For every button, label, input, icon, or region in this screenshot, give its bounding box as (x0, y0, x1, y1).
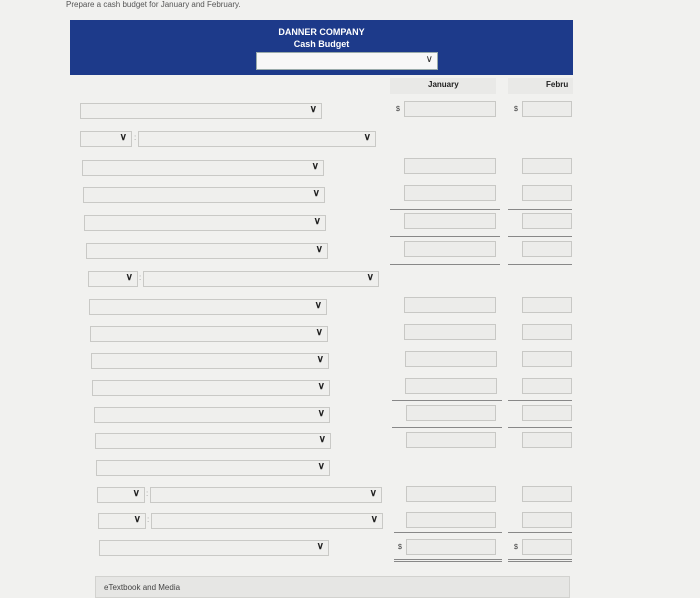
line-item-select[interactable] (95, 433, 331, 449)
line-item-select[interactable] (143, 271, 379, 287)
chevron-down-icon: ∨ (317, 461, 325, 472)
january-amount-input[interactable] (404, 297, 496, 313)
etextbook-bar[interactable] (95, 576, 570, 598)
column-header-january: January (390, 78, 496, 94)
february-amount-input[interactable] (522, 539, 572, 555)
chevron-down-icon: ∨ (366, 272, 374, 283)
january-amount-input[interactable] (404, 324, 496, 340)
instruction-text: Prepare a cash budget for January and February. (66, 0, 241, 9)
chevron-down-icon: ∨ (132, 488, 140, 499)
period-select[interactable] (256, 52, 438, 70)
february-amount-input[interactable] (522, 213, 572, 229)
february-amount-input[interactable] (522, 486, 572, 502)
february-amount-input[interactable] (522, 432, 572, 448)
line-item-select[interactable] (90, 326, 328, 342)
february-amount-input[interactable] (522, 351, 572, 367)
chevron-down-icon: ∨ (125, 272, 133, 283)
february-amount-input[interactable] (522, 241, 572, 257)
january-amount-input[interactable] (406, 432, 496, 448)
dollar-sign: $ (514, 544, 518, 551)
line-item-select[interactable] (138, 131, 376, 147)
january-amount-input[interactable] (406, 405, 496, 421)
chevron-down-icon: ∨ (317, 408, 325, 419)
chevron-down-icon: ∨ (425, 54, 433, 65)
line-item-select[interactable] (96, 460, 330, 476)
chevron-down-icon: ∨ (309, 104, 317, 115)
line-item-select[interactable] (99, 540, 329, 556)
chevron-down-icon: ∨ (312, 188, 320, 199)
chevron-down-icon: ∨ (316, 354, 324, 365)
chevron-down-icon: ∨ (315, 327, 323, 338)
february-amount-input[interactable] (522, 101, 572, 117)
line-item-select[interactable] (151, 513, 383, 529)
chevron-down-icon: ∨ (119, 132, 127, 143)
line-item-select[interactable] (83, 187, 325, 203)
february-amount-input[interactable] (522, 378, 572, 394)
dollar-sign: $ (514, 106, 518, 113)
dollar-sign: $ (398, 544, 402, 551)
line-item-select[interactable] (89, 299, 327, 315)
chevron-down-icon: ∨ (313, 216, 321, 227)
january-amount-input[interactable] (404, 158, 496, 174)
column-header-february: Febru (508, 78, 573, 94)
january-amount-input[interactable] (404, 185, 496, 201)
chevron-down-icon: ∨ (316, 541, 324, 552)
january-amount-input[interactable] (404, 241, 496, 257)
line-item-select[interactable] (80, 103, 322, 119)
line-item-select[interactable] (97, 487, 145, 503)
february-amount-input[interactable] (522, 405, 572, 421)
line-item-select[interactable] (92, 380, 330, 396)
chevron-down-icon: ∨ (317, 381, 325, 392)
line-item-select[interactable] (82, 160, 324, 176)
january-amount-input[interactable] (404, 101, 496, 117)
chevron-down-icon: ∨ (370, 514, 378, 525)
company-name: DANNER COMPANY (278, 27, 365, 37)
january-amount-input[interactable] (406, 539, 496, 555)
january-amount-input[interactable] (405, 378, 497, 394)
january-amount-input[interactable] (405, 351, 497, 367)
etextbook-link[interactable]: eTextbook and Media (104, 583, 181, 592)
chevron-down-icon: ∨ (311, 161, 319, 172)
line-item-select[interactable] (98, 513, 146, 529)
budget-title: Cash Budget (293, 39, 350, 49)
line-item-select[interactable] (80, 131, 132, 147)
budget-header (70, 20, 573, 75)
chevron-down-icon: ∨ (363, 132, 371, 143)
january-amount-input[interactable] (406, 486, 496, 502)
chevron-down-icon: ∨ (133, 514, 141, 525)
chevron-down-icon: ∨ (315, 244, 323, 255)
chevron-down-icon: ∨ (318, 434, 326, 445)
line-item-select[interactable] (84, 215, 326, 231)
february-amount-input[interactable] (522, 297, 572, 313)
line-item-select[interactable] (91, 353, 329, 369)
chevron-down-icon: ∨ (369, 488, 377, 499)
january-amount-input[interactable] (406, 512, 496, 528)
february-amount-input[interactable] (522, 158, 572, 174)
line-item-select[interactable] (94, 407, 330, 423)
february-amount-input[interactable] (522, 185, 572, 201)
february-amount-input[interactable] (522, 324, 572, 340)
january-amount-input[interactable] (404, 213, 496, 229)
line-item-select[interactable] (86, 243, 328, 259)
line-item-select[interactable] (150, 487, 382, 503)
chevron-down-icon: ∨ (314, 300, 322, 311)
february-amount-input[interactable] (522, 512, 572, 528)
dollar-sign: $ (396, 106, 400, 113)
line-item-select[interactable] (88, 271, 138, 287)
